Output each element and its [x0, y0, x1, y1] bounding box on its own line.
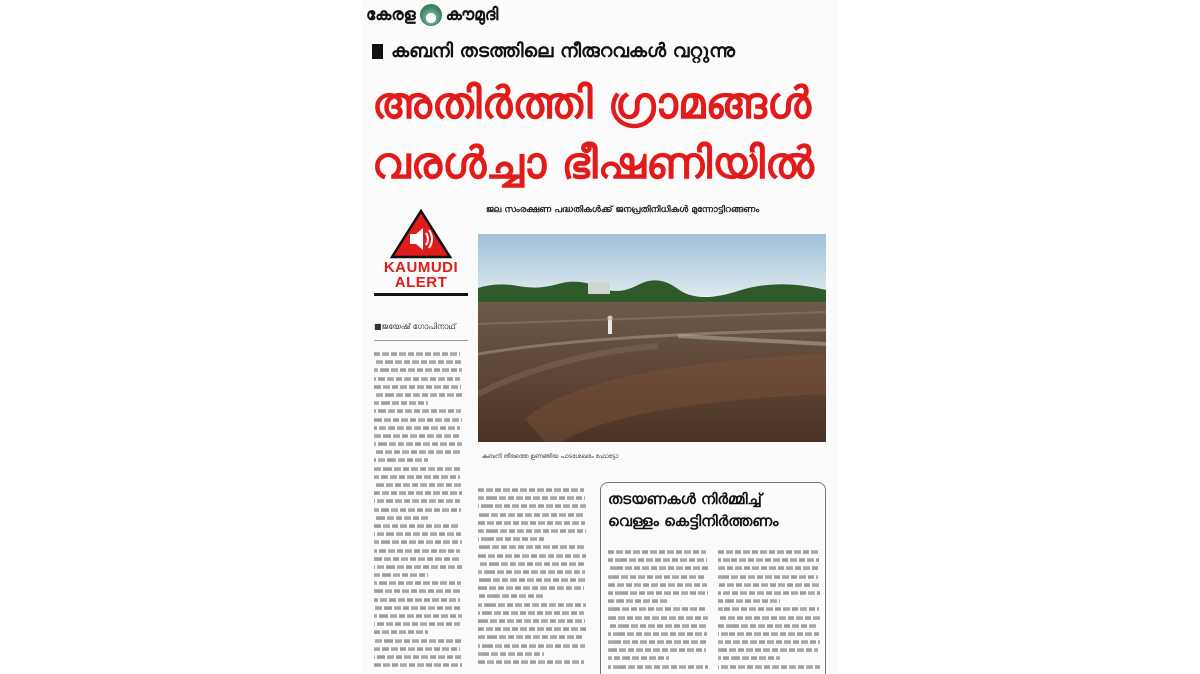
- text-line: [374, 451, 460, 455]
- text-line: [478, 513, 584, 517]
- text-line: [374, 442, 462, 446]
- text-line: [478, 611, 584, 615]
- text-line: [478, 521, 585, 525]
- article-column-middle: [478, 486, 588, 674]
- headline-line-2: വരൾച്ചാ ഭീഷണിയിൽ: [372, 138, 814, 189]
- subhead: ജല സംരക്ഷണ പദ്ധതികൾക്ക് ജനപ്രതിനിധികൾ മുന്നോട്ടിറങ്ങണം: [486, 205, 760, 215]
- text-line: [374, 614, 462, 618]
- headline: [372, 74, 832, 194]
- text-line: [478, 570, 585, 574]
- text-line: [718, 567, 820, 571]
- sidebar-column-1: [608, 548, 710, 674]
- text-line: [478, 595, 544, 599]
- text-line: [374, 557, 461, 561]
- kaumudi-alert-badge: [374, 208, 468, 308]
- text-line: [608, 583, 707, 587]
- kicker: [372, 40, 735, 62]
- headline-line-1: അതിർത്തി ഗ്രാമങ്ങൾ: [372, 78, 811, 129]
- text-line: [374, 426, 460, 430]
- text-line: [478, 603, 586, 607]
- text-line: [374, 639, 462, 643]
- text-line: [608, 599, 669, 603]
- dry-field-photo: [478, 234, 826, 442]
- text-line: [608, 558, 707, 562]
- text-line: [374, 532, 461, 536]
- article-column-left: [374, 350, 464, 674]
- text-line: [718, 640, 820, 644]
- text-line: [374, 500, 460, 504]
- text-line: [374, 369, 462, 373]
- text-line: [478, 619, 585, 623]
- text-line: [374, 516, 428, 520]
- text-line: [374, 565, 462, 569]
- sidebar-box-title: [608, 488, 818, 532]
- masthead-right: കൗമുദി: [445, 5, 499, 25]
- text-line: [374, 582, 461, 586]
- text-line: [374, 352, 460, 356]
- text-line: [478, 660, 584, 664]
- sidebar-title-line-2: വെള്ളം കെട്ടിനിർത്തണം: [608, 512, 779, 530]
- text-line: [608, 550, 706, 554]
- alert-line-1: KAUMUDI: [383, 259, 459, 276]
- text-line: [608, 657, 669, 661]
- text-line: [718, 583, 819, 587]
- text-line: [374, 549, 460, 553]
- text-line: [718, 624, 818, 628]
- text-line: [374, 622, 460, 626]
- text-line: [478, 537, 544, 541]
- text-line: [374, 491, 462, 495]
- text-line: [608, 640, 708, 644]
- masthead-left: കേരള: [366, 5, 416, 25]
- text-line: [718, 550, 818, 554]
- text-line: [608, 632, 707, 636]
- kicker-text: കബനി തടത്തിലെ നീരുറവകൾ വറ്റുന്നു: [391, 40, 735, 62]
- text-line: [374, 434, 461, 438]
- text-line: [478, 488, 584, 492]
- text-line: [608, 665, 708, 669]
- text-line: [478, 627, 586, 631]
- text-line: [374, 573, 428, 577]
- logo-emblem-icon: [420, 4, 442, 26]
- text-line: [374, 418, 462, 422]
- text-line: [718, 632, 819, 636]
- byline-divider: [374, 340, 468, 341]
- text-line: [478, 505, 586, 509]
- text-line: [478, 644, 585, 648]
- text-line: [374, 647, 460, 651]
- text-line: [374, 598, 460, 602]
- text-line: [374, 401, 428, 405]
- text-line: [718, 608, 819, 612]
- text-line: [608, 649, 706, 653]
- alert-divider: [374, 293, 468, 296]
- text-line: [374, 524, 460, 528]
- photo-caption: കബനി തീരത്തെ ഉണങ്ങിയ പാടശേഖരം ഫോട്ടോ: [482, 453, 619, 460]
- text-line: [374, 631, 428, 635]
- newspaper-clipping: [362, 0, 838, 674]
- text-line: [374, 393, 462, 397]
- text-line: [374, 459, 428, 463]
- text-line: [608, 616, 708, 620]
- text-line: [478, 554, 586, 558]
- text-line: [374, 663, 462, 667]
- text-line: [374, 475, 460, 479]
- text-line: [478, 529, 586, 533]
- text-line: [718, 591, 820, 595]
- masthead: [366, 4, 498, 26]
- text-line: [374, 606, 461, 610]
- text-line: [478, 578, 586, 582]
- text-line: [608, 575, 706, 579]
- speaker-warning-icon: [389, 208, 453, 260]
- text-line: [718, 657, 780, 661]
- text-line: [374, 385, 461, 389]
- text-line: [478, 546, 585, 550]
- sidebar-title-line-1: തടയണകൾ നിർമ്മിച്ച്: [608, 490, 762, 508]
- text-line: [478, 562, 584, 566]
- text-line: [374, 483, 461, 487]
- text-line: [478, 652, 544, 656]
- alert-line-2: ALERT: [394, 274, 448, 291]
- text-line: [478, 636, 584, 640]
- text-line: [718, 649, 818, 653]
- text-line: [478, 587, 584, 591]
- text-line: [608, 608, 707, 612]
- text-line: [374, 467, 462, 471]
- text-line: [374, 541, 462, 545]
- bullet-square-icon: [372, 44, 383, 59]
- text-line: [374, 655, 461, 659]
- text-line: [608, 624, 706, 628]
- text-line: [478, 496, 585, 500]
- text-line: [718, 665, 820, 669]
- byline: ■ജയേഷ് ഗോപിനാഥ്: [374, 322, 456, 331]
- text-line: [608, 567, 708, 571]
- text-line: [608, 591, 708, 595]
- text-line: [718, 616, 820, 620]
- text-line: [718, 558, 819, 562]
- text-line: [374, 360, 461, 364]
- text-line: [374, 410, 461, 414]
- text-line: [718, 575, 818, 579]
- text-line: [374, 508, 461, 512]
- text-line: [718, 599, 780, 603]
- sidebar-column-2: [718, 548, 822, 674]
- text-line: [374, 590, 462, 594]
- text-line: [374, 377, 460, 381]
